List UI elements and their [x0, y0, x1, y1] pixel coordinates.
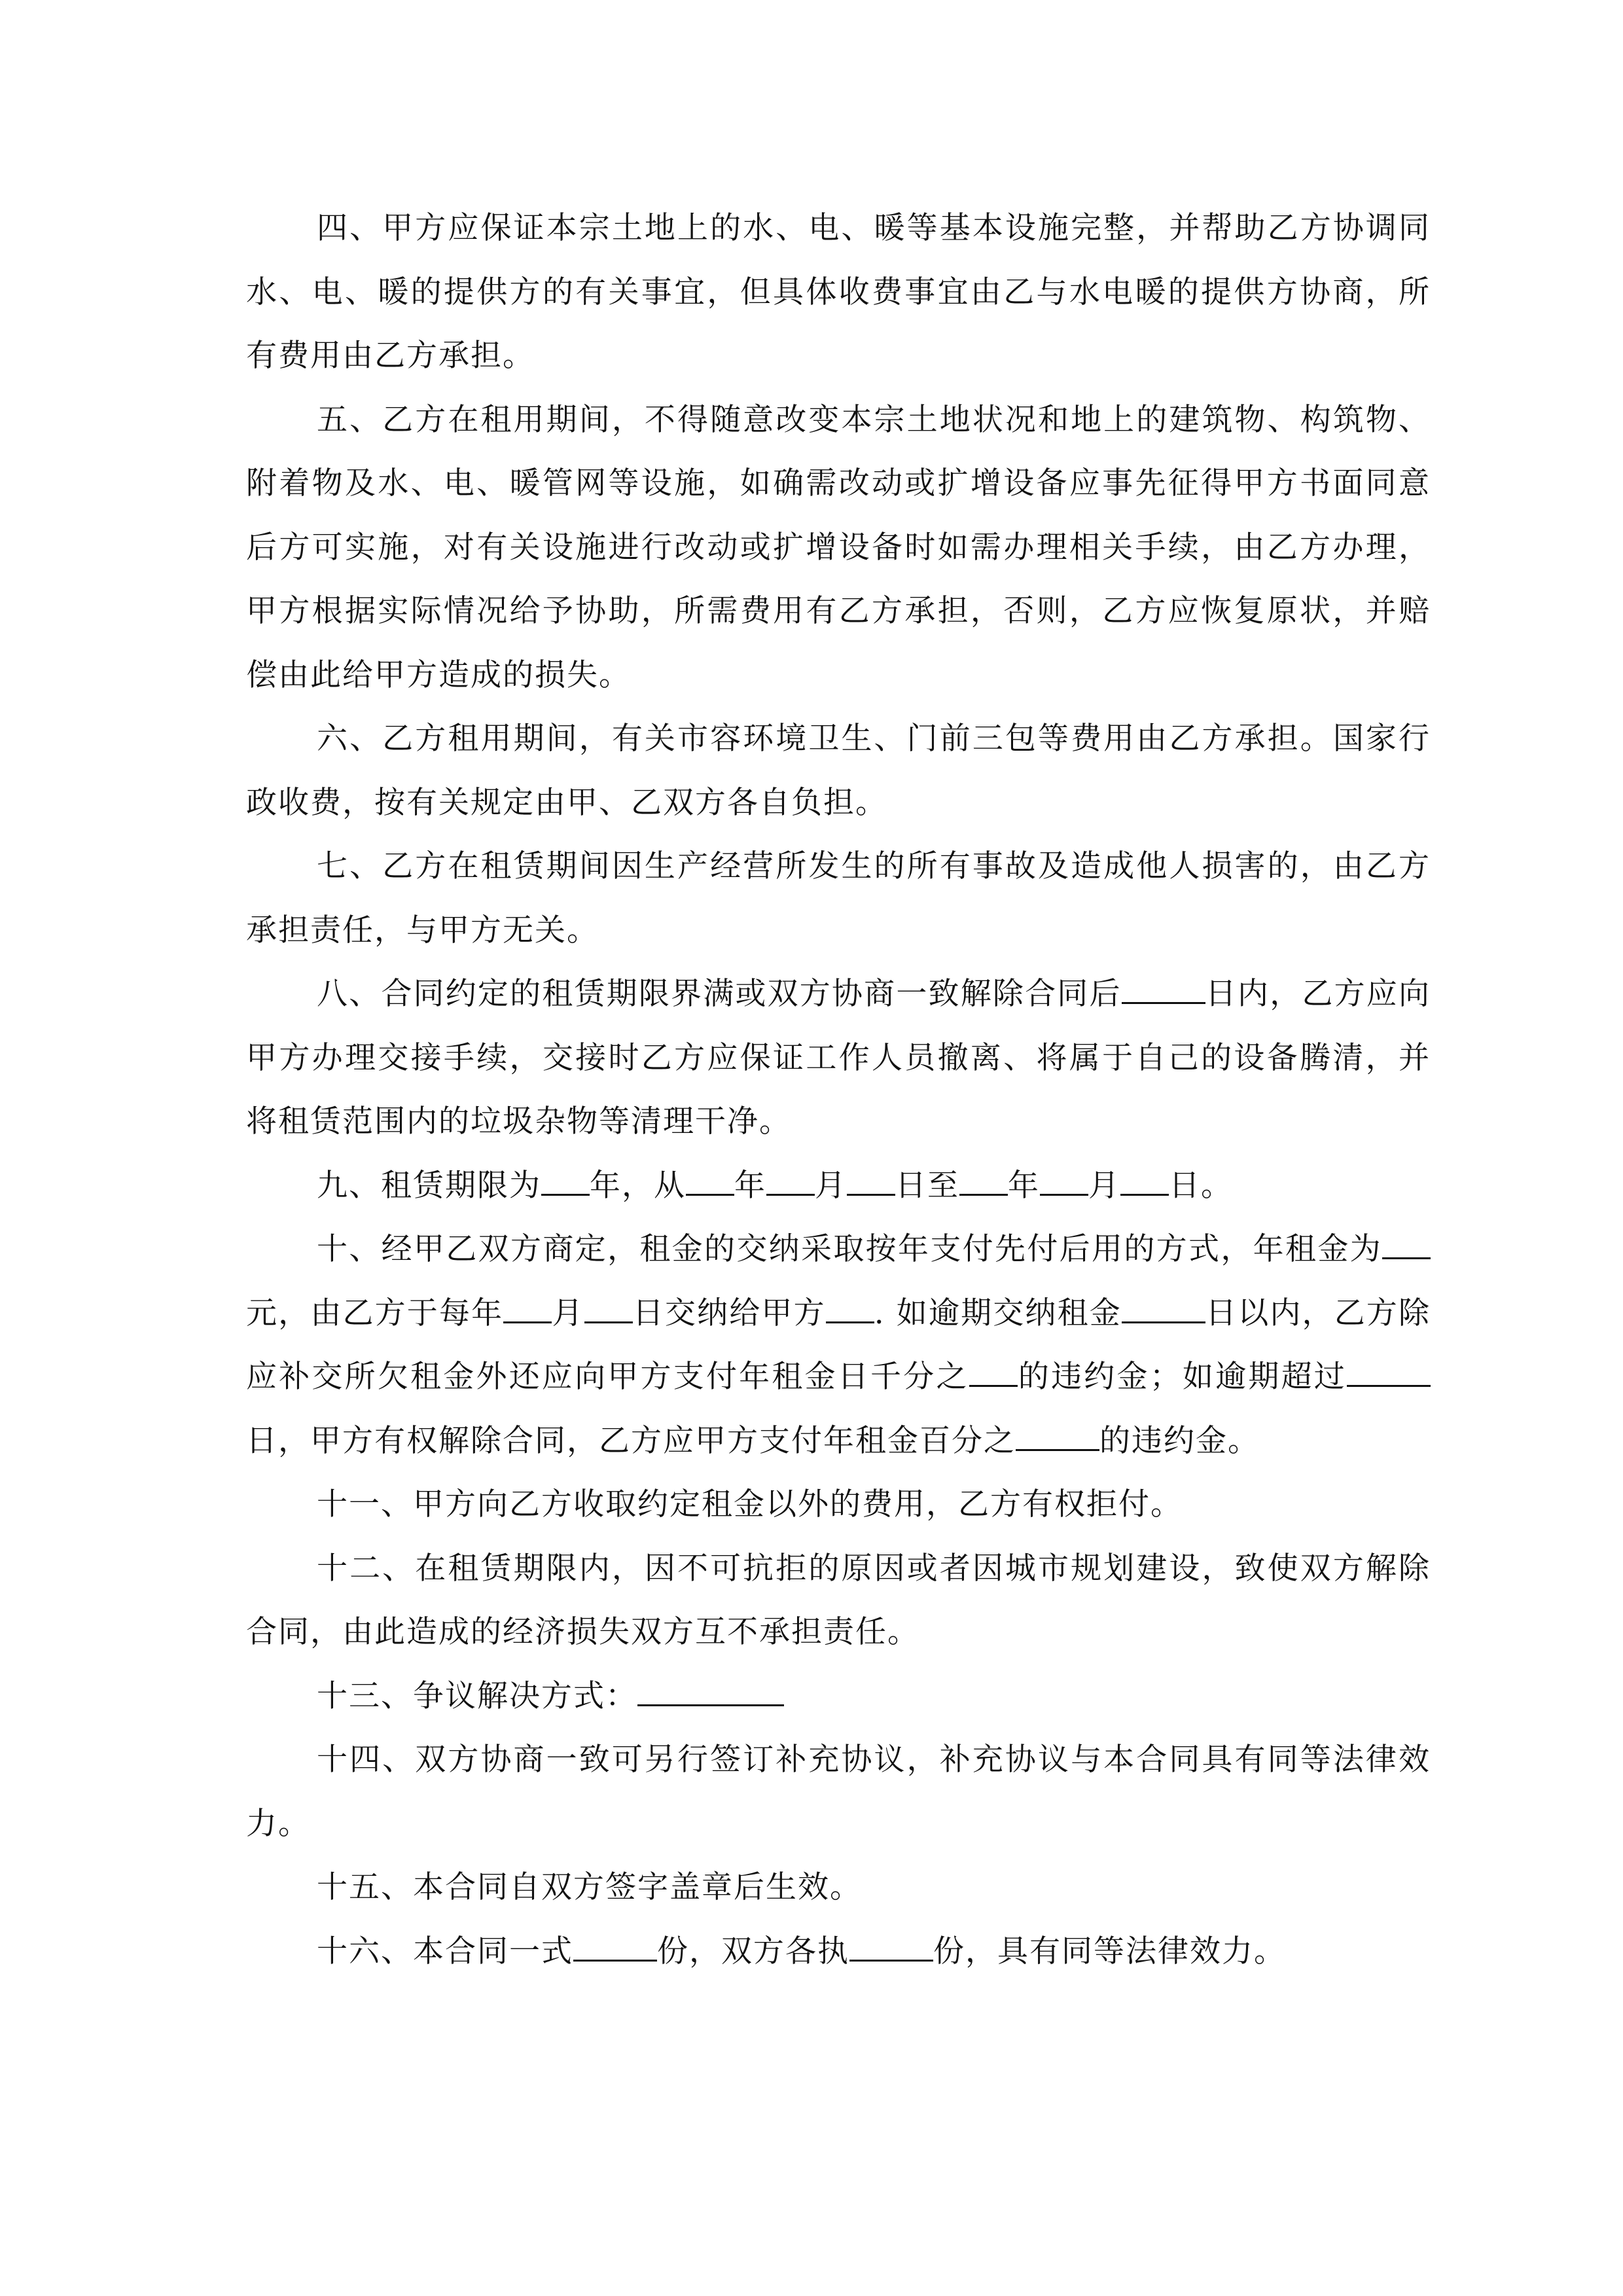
clause-11 [246, 1473, 1431, 1537]
fill-in-blank [826, 1297, 874, 1323]
clause-14 [246, 1728, 1431, 1856]
clause-text: 年 [1008, 1167, 1040, 1204]
clause-6 [246, 707, 1431, 834]
clause-text: 的违约金；如逾期超过 [1017, 1359, 1347, 1395]
clause-text: 十一、甲方向乙方收取约定租金以外的费用，乙方有权拒付。 [317, 1486, 1183, 1522]
fill-in-blank [849, 1935, 933, 1962]
fill-in-blank [1122, 1297, 1205, 1323]
fill-in-blank [847, 1169, 895, 1196]
clause-text: 份，具有同等法律效力。 [933, 1933, 1286, 1969]
clause-text: 十六、本合同一式 [317, 1933, 573, 1969]
clause-text: 元，由乙方于每年 [246, 1295, 504, 1331]
clause-text: 十、经甲乙双方商定，租金的交纳采取按年支付先付后用的方式，年租金为 [317, 1231, 1382, 1267]
clause-9 [246, 1154, 1431, 1218]
clause-text: 月 [552, 1295, 584, 1331]
clause-text: 月 [815, 1167, 847, 1204]
clause-text: 日。 [1169, 1167, 1233, 1204]
clause-text: 日至 [895, 1167, 959, 1204]
fill-in-blank [1040, 1169, 1088, 1196]
clause-text: 月 [1088, 1167, 1120, 1204]
clause-13 [246, 1664, 1431, 1729]
clause-7 [246, 834, 1431, 962]
clause-16 [246, 1920, 1431, 1984]
fill-in-blank [1382, 1232, 1431, 1259]
fill-in-blank [541, 1169, 590, 1196]
clause-text: 日，甲方有权解除合同，乙方应甲方支付年租金百分之 [246, 1422, 1016, 1459]
clause-10 [246, 1217, 1431, 1473]
clause-text: 六、乙方租用期间，有关市容环境卫生、门前三包等费用由乙方承担。国家行政收费，按有关规定由甲、乙双方各自负担。 [246, 721, 1431, 821]
clause-text: 日以内，乙方除应补交所欠租金外还应向甲方支付年租金日千分之 [246, 1295, 1431, 1395]
clause-text: 份，双方各执 [657, 1933, 849, 1969]
fill-in-blank [503, 1297, 552, 1323]
clause-5 [246, 388, 1431, 708]
clause-text: 日内，乙方应向甲方办理交接手续，交接时乙方应保证工作人员撤离、将属于自己的设备腾清，并将租赁范围内的垃圾杂物等清理干净。 [246, 976, 1431, 1139]
clause-text: 日交纳给甲方 [632, 1295, 826, 1331]
fill-in-blank [1347, 1360, 1431, 1387]
fill-in-blank [584, 1297, 633, 1323]
fill-in-blank [969, 1360, 1018, 1387]
clause-text: 八、合同约定的租赁期限界满或双方协商一致解除合同后 [317, 976, 1122, 1012]
fill-in-blank [1016, 1424, 1099, 1451]
clause-text: 十四、双方协商一致可另行签订补充协议，补充协议与本合同具有同等法律效力。 [246, 1742, 1431, 1842]
fill-in-blank [959, 1169, 1008, 1196]
fill-in-blank [573, 1935, 657, 1962]
clause-text: 九、租赁期限为 [317, 1167, 541, 1204]
fill-in-blank [1122, 977, 1205, 1004]
clause-text: 的违约金。 [1099, 1422, 1260, 1459]
clause-text: . 如逾期交纳租金 [874, 1295, 1122, 1331]
clause-text: 五、乙方在租用期间，不得随意改变本宗土地状况和地上的建筑物、构筑物、附着物及水、电、暖管网等设施，如确需改动或扩增设备应事先征得甲方书面同意后方可实施，对有关设施进行改动或扩增设备时如需办理相关手续，由乙方办理，甲方根据实际情况给予协助，所需费用有乙方承担，否则，乙方应恢复原状，并赔偿由此给甲方造成的损失。 [246, 401, 1431, 693]
clause-text: 年，从 [590, 1167, 686, 1204]
fill-in-blank [1120, 1169, 1169, 1196]
fill-in-blank [766, 1169, 815, 1196]
fill-in-blank [686, 1169, 734, 1196]
clause-8 [246, 962, 1431, 1154]
clause-12 [246, 1537, 1431, 1664]
clause-text: 年 [734, 1167, 766, 1204]
clause-text: 十二、在租赁期限内，因不可抗拒的原因或者因城市规划建设，致使双方解除合同，由此造成的经济损失双方互不承担责任。 [246, 1550, 1431, 1650]
clause-text: 七、乙方在租赁期间因生产经营所发生的所有事故及造成他人损害的，由乙方承担责任，与甲方无关。 [246, 848, 1431, 948]
clause-text: 十三、争议解决方式： [317, 1677, 637, 1714]
clause-4 [246, 196, 1431, 388]
contract-body [246, 196, 1431, 1983]
clause-15 [246, 1856, 1431, 1920]
clause-text: 十五、本合同自双方签字盖章后生效。 [317, 1869, 862, 1905]
fill-in-blank [637, 1679, 784, 1706]
clause-text: 四、甲方应保证本宗土地上的水、电、暖等基本设施完整，并帮助乙方协调同水、电、暖的提供方的有关事宜，但具体收费事宜由乙与水电暖的提供方协商，所有费用由乙方承担。 [246, 210, 1431, 374]
